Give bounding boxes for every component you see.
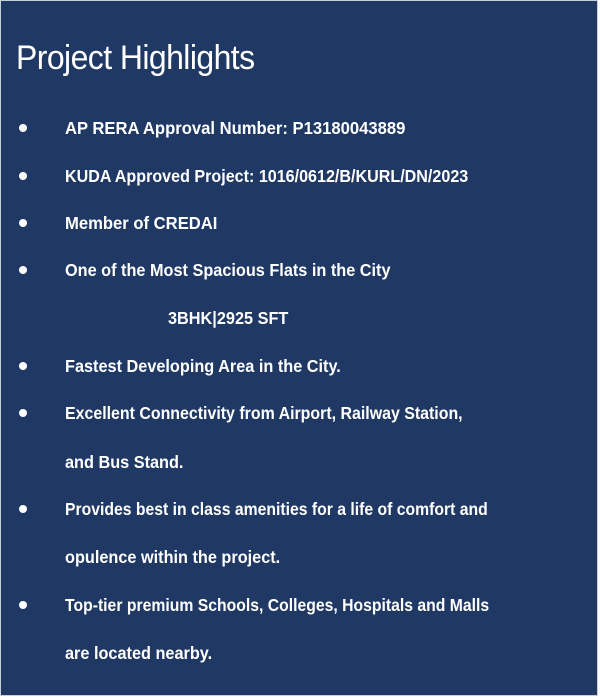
highlight-nearby-facilities: Top-tier premium Schools, Colleges, Hospitals and Malls <box>65 595 490 615</box>
page-title: Project Highlights <box>16 39 255 77</box>
highlight-kuda-approval: KUDA Approved Project: 1016/0612/B/KURL/DN/2023 <box>65 166 469 186</box>
bullet-icon <box>19 266 27 274</box>
bullet-icon <box>19 505 27 513</box>
bullet-icon <box>19 601 27 609</box>
highlight-connectivity-cont: and Bus Stand. <box>65 452 184 472</box>
highlight-connectivity: Excellent Connectivity from Airport, Railway Station, <box>65 403 463 423</box>
bullet-icon <box>19 124 27 132</box>
highlight-flat-configuration: 3BHK|2925 SFT <box>168 308 289 328</box>
bullet-icon <box>19 362 27 370</box>
highlight-amenities: Provides best in class amenities for a life of comfort and <box>65 499 488 519</box>
highlight-nearby-facilities-cont: are located nearby. <box>65 643 213 663</box>
highlight-amenities-cont: opulence within the project. <box>65 547 281 567</box>
highlight-rera-number: AP RERA Approval Number: P13180043889 <box>65 118 406 138</box>
highlight-credai-member: Member of CREDAI <box>65 213 218 233</box>
bullet-icon <box>19 219 27 227</box>
highlight-developing-area: Fastest Developing Area in the City. <box>65 356 341 376</box>
bullet-icon <box>19 409 27 417</box>
bullet-icon <box>19 172 27 180</box>
highlight-spacious-flats: One of the Most Spacious Flats in the City <box>65 260 391 280</box>
